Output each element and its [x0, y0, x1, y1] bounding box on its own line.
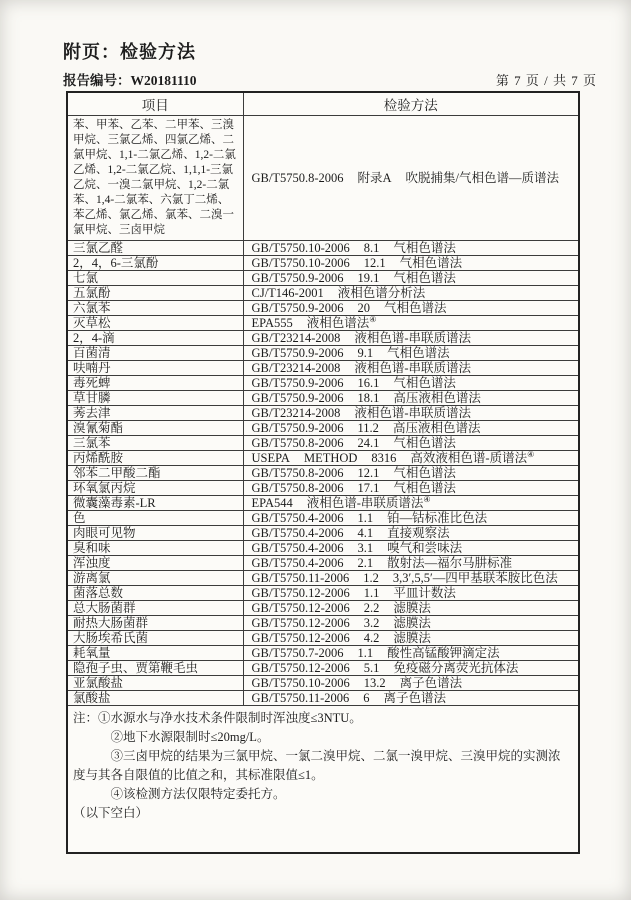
method-cell — [243, 451, 579, 466]
method-cell — [243, 241, 579, 256]
item-cell: 浑浊度 — [67, 556, 243, 571]
item-cell: 微囊藻毒素-LR — [67, 496, 243, 511]
table-row — [67, 406, 579, 421]
method-part: GB/T5750.8-2006 — [251, 171, 344, 185]
note-1: 注：①水源水与净水技术条件限制时浑浊度≤3NTU。 — [73, 711, 362, 725]
item-cell: 总大肠菌群 — [67, 601, 243, 616]
note-2: ②地下水源限制时≤20mg/L。 — [110, 730, 270, 744]
method-part: 液相色谱法 — [306, 316, 370, 330]
method-part: EPA555 — [251, 316, 293, 330]
method-part: 吹脱捕集/气相色谱—质谱法 — [405, 171, 560, 185]
method-part: GB/T5750.9-2006 — [251, 301, 344, 315]
method-part: 20 — [357, 301, 371, 315]
method-part: 1.1 — [363, 586, 380, 600]
item-cell: 五氯酚 — [67, 286, 243, 301]
table-row — [67, 241, 579, 256]
item-cell: 莠去津 — [67, 406, 243, 421]
method-cell — [243, 511, 579, 526]
item-cell: 灭草松 — [67, 316, 243, 331]
page-title: 附页：检验方法 — [63, 42, 196, 62]
method-part: 2.1 — [357, 556, 374, 570]
table-row — [67, 116, 579, 241]
method-cell — [243, 571, 579, 586]
method-part: 3,3′,5,5′—四甲基联苯胺比色法 — [392, 571, 558, 585]
method-cell — [243, 406, 579, 421]
method-part: GB/T5750.8-2006 — [251, 481, 344, 495]
method-cell — [243, 661, 579, 676]
method-part: USEPA — [251, 451, 290, 465]
method-cell — [243, 116, 579, 241]
item-cell: 2，4，6-三氯酚 — [67, 256, 243, 271]
blank-below-marker: （以下空白） — [73, 806, 149, 820]
method-cell — [243, 616, 579, 631]
item-cell: 七氯 — [67, 271, 243, 286]
method-part: 1.1 — [357, 646, 374, 660]
method-part: METHOD — [303, 451, 358, 465]
method-part: 6 — [363, 691, 370, 705]
method-part: 气相色谱法 — [387, 346, 450, 360]
method-part: GB/T5750.9-2006 — [251, 346, 344, 360]
item-cell: 呋喃丹 — [67, 361, 243, 376]
table-row — [67, 346, 579, 361]
item-cell: 草甘膦 — [67, 391, 243, 406]
table-row — [67, 631, 579, 646]
table-row — [67, 361, 579, 376]
method-cell — [243, 361, 579, 376]
method-part: 4.2 — [363, 631, 380, 645]
method-part: GB/T5750.4-2006 — [251, 541, 344, 555]
method-part: 5.1 — [363, 661, 380, 675]
method-part: 滤膜法 — [393, 616, 431, 630]
method-cell — [243, 631, 579, 646]
method-part: CJ/T146-2001 — [251, 286, 324, 300]
notes-section — [67, 706, 579, 854]
item-cell: 大肠埃希氏菌 — [67, 631, 243, 646]
method-part: GB/T5750.10-2006 — [251, 256, 350, 270]
method-part: GB/T23214-2008 — [251, 331, 341, 345]
table-row — [67, 286, 579, 301]
item-cell: 毒死蜱 — [67, 376, 243, 391]
item-cell: 肉眼可见物 — [67, 526, 243, 541]
method-cell — [243, 586, 579, 601]
item-cell: 耗氧量 — [67, 646, 243, 661]
method-part: GB/T23214-2008 — [251, 361, 341, 375]
method-part: 3.2 — [363, 616, 380, 630]
method-cell — [243, 391, 579, 406]
method-part: 9.1 — [357, 346, 374, 360]
method-part: 24.1 — [357, 436, 380, 450]
table-row — [67, 256, 579, 271]
method-part: 附录A — [357, 171, 392, 185]
method-part: 液相色谱-串联质谱法 — [354, 331, 472, 345]
method-part: GB/T5750.9-2006 — [251, 421, 344, 435]
note-3: ③三卤甲烷的结果为三氯甲烷、一氯二溴甲烷、二氯一溴甲烷、三溴甲烷的实测浓度与其各自限值的比值之和，其标准限值≤1。 — [73, 749, 561, 782]
table-row — [67, 601, 579, 616]
method-cell — [243, 541, 579, 556]
method-part: 嗅气和尝味法 — [387, 541, 463, 555]
method-part: 气相色谱法 — [393, 436, 456, 450]
method-footnote-marker: ④ — [369, 315, 377, 324]
method-part: 17.1 — [357, 481, 380, 495]
method-cell — [243, 256, 579, 271]
method-part: GB/T5750.8-2006 — [251, 466, 344, 480]
table-row — [67, 571, 579, 586]
method-part: 12.1 — [363, 256, 386, 270]
table-row — [67, 271, 579, 286]
method-cell — [243, 466, 579, 481]
inspection-methods-table — [66, 91, 580, 854]
method-part: GB/T23214-2008 — [251, 406, 341, 420]
method-part: GB/T5750.4-2006 — [251, 556, 344, 570]
method-cell — [243, 556, 579, 571]
method-part: 液相色谱-串联质谱法 — [354, 406, 472, 420]
method-part: 液相色谱分析法 — [337, 286, 426, 300]
item-cell: 耐热大肠菌群 — [67, 616, 243, 631]
method-cell — [243, 481, 579, 496]
method-part: 气相色谱法 — [393, 271, 456, 285]
method-part: 气相色谱法 — [393, 481, 456, 495]
method-part: 13.2 — [363, 676, 386, 690]
item-cell: 百菌清 — [67, 346, 243, 361]
method-part: 铂—钴标准比色法 — [387, 511, 488, 525]
table-row — [67, 496, 579, 511]
method-part: GB/T5750.4-2006 — [251, 526, 344, 540]
method-part: 高效液相色谱-质谱法 — [410, 451, 528, 465]
method-cell — [243, 601, 579, 616]
method-cell — [243, 346, 579, 361]
method-cell — [243, 421, 579, 436]
item-cell: 色 — [67, 511, 243, 526]
method-cell — [243, 526, 579, 541]
method-part: 气相色谱法 — [393, 466, 456, 480]
report-number: 报告编号：W20181110 — [63, 73, 197, 88]
method-part: 离子色谱法 — [399, 676, 463, 690]
method-part: 滤膜法 — [393, 631, 431, 645]
method-part: GB/T5750.4-2006 — [251, 511, 344, 525]
method-part: GB/T5750.12-2006 — [251, 661, 350, 675]
method-cell — [243, 301, 579, 316]
method-part: 液相色谱-串联质谱法 — [306, 496, 424, 510]
method-part: GB/T5750.10-2006 — [251, 241, 350, 255]
method-footnote-marker: ④ — [527, 450, 535, 459]
item-cell: 隐孢子虫、贾第鞭毛虫 — [67, 661, 243, 676]
method-part: 16.1 — [357, 376, 380, 390]
method-part: GB/T5750.9-2006 — [251, 376, 344, 390]
method-cell — [243, 436, 579, 451]
item-cell: 2，4-滴 — [67, 331, 243, 346]
method-part: 2.2 — [363, 601, 380, 615]
method-part: 离子色谱法 — [383, 691, 447, 705]
item-cell: 菌落总数 — [67, 586, 243, 601]
method-part: 1.1 — [357, 511, 374, 525]
item-cell: 臭和味 — [67, 541, 243, 556]
table-row — [67, 451, 579, 466]
method-part: 直接观察法 — [387, 526, 450, 540]
item-cell: 三氯苯 — [67, 436, 243, 451]
method-part: 11.2 — [357, 421, 379, 435]
method-cell — [243, 271, 579, 286]
table-row — [67, 676, 579, 691]
table-row — [67, 316, 579, 331]
method-part: GB/T5750.11-2006 — [251, 571, 350, 585]
method-footnote-marker: ④ — [423, 495, 431, 504]
method-part: 19.1 — [357, 271, 380, 285]
table-row — [67, 331, 579, 346]
table-row — [67, 376, 579, 391]
table-row — [67, 421, 579, 436]
table-row — [67, 466, 579, 481]
method-part: GB/T5750.12-2006 — [251, 616, 350, 630]
method-part: GB/T5750.10-2006 — [251, 676, 350, 690]
method-part: 18.1 — [357, 391, 380, 405]
table-row — [67, 586, 579, 601]
method-part: 气相色谱法 — [399, 256, 463, 270]
method-cell — [243, 646, 579, 661]
method-part: 滤膜法 — [393, 601, 431, 615]
method-part: 12.1 — [357, 466, 380, 480]
method-part: GB/T5750.11-2006 — [251, 691, 350, 705]
method-part: 高压液相色谱法 — [392, 421, 481, 435]
item-cell: 环氧氯丙烷 — [67, 481, 243, 496]
method-part: 8316 — [371, 451, 397, 465]
table-header — [67, 92, 579, 116]
table-row — [67, 391, 579, 406]
page-number-indicator: 第 7 页 / 共 7 页 — [495, 73, 597, 88]
method-part: GB/T5750.7-2006 — [251, 646, 344, 660]
header-row — [67, 92, 579, 116]
method-part: 液相色谱-串联质谱法 — [354, 361, 472, 375]
table-row — [67, 301, 579, 316]
method-part: 气相色谱法 — [384, 301, 447, 315]
method-part: 气相色谱法 — [393, 376, 456, 390]
item-cell: 溴氰菊酯 — [67, 421, 243, 436]
method-part: GB/T5750.12-2006 — [251, 631, 350, 645]
method-cell — [243, 676, 579, 691]
method-part: 散射法—福尔马肼标准 — [387, 556, 513, 570]
table-row — [67, 511, 579, 526]
method-part: 平皿计数法 — [393, 586, 456, 600]
item-cell: 三氯乙醛 — [67, 241, 243, 256]
method-cell — [243, 331, 579, 346]
method-cell — [243, 691, 579, 706]
item-cell: 丙烯酰胺 — [67, 451, 243, 466]
table-row — [67, 616, 579, 631]
notes-row — [67, 706, 579, 854]
method-cell — [243, 376, 579, 391]
table-row — [67, 436, 579, 451]
method-part: 免疫磁分离荧光抗体法 — [393, 661, 519, 675]
method-cell — [243, 496, 579, 511]
item-cell: 亚氯酸盐 — [67, 676, 243, 691]
item-cell: 六氯苯 — [67, 301, 243, 316]
method-part: EPA544 — [251, 496, 293, 510]
table-row — [67, 661, 579, 676]
column-header-method: 检验方法 — [243, 92, 579, 116]
method-part: 8.1 — [363, 241, 380, 255]
method-part: GB/T5750.9-2006 — [251, 391, 344, 405]
item-cell: 邻苯二甲酸二酯 — [67, 466, 243, 481]
table-row — [67, 646, 579, 661]
table-row — [67, 556, 579, 571]
method-part: 4.1 — [357, 526, 374, 540]
table-body — [67, 116, 579, 706]
method-part: 高压液相色谱法 — [393, 391, 481, 405]
column-header-item: 项目 — [67, 92, 243, 116]
table-row — [67, 691, 579, 706]
table-row — [67, 481, 579, 496]
item-cell: 苯、甲苯、乙苯、二甲苯、三溴甲烷、三氯乙烯、四氯乙烯、二氯甲烷、1,1-二氯乙烯、1,2-二氯乙烯、1,2-二氯乙烷、1,1,1-三氯乙烷、一溴二氯甲烷、1,2-二氯苯、1,4-二氯苯、六氯丁二烯、苯乙烯、氯乙烯、氯苯、二溴一氯甲烷、三卤甲烷 — [67, 116, 243, 241]
notes-cell — [67, 706, 579, 854]
method-cell — [243, 286, 579, 301]
note-4: ④该检测方法仅限特定委托方。 — [110, 787, 286, 801]
method-cell — [243, 316, 579, 331]
method-part: 1.2 — [363, 571, 379, 585]
method-part: 气相色谱法 — [393, 241, 456, 255]
method-part: GB/T5750.9-2006 — [251, 271, 344, 285]
method-part: 酸性高锰酸钾滴定法 — [387, 646, 500, 660]
method-part: GB/T5750.12-2006 — [251, 586, 350, 600]
item-cell: 游离氯 — [67, 571, 243, 586]
table-row — [67, 526, 579, 541]
table-row — [67, 541, 579, 556]
method-part: 3.1 — [357, 541, 374, 555]
item-cell: 氯酸盐 — [67, 691, 243, 706]
method-part: GB/T5750.12-2006 — [251, 601, 350, 615]
method-part: GB/T5750.8-2006 — [251, 436, 344, 450]
